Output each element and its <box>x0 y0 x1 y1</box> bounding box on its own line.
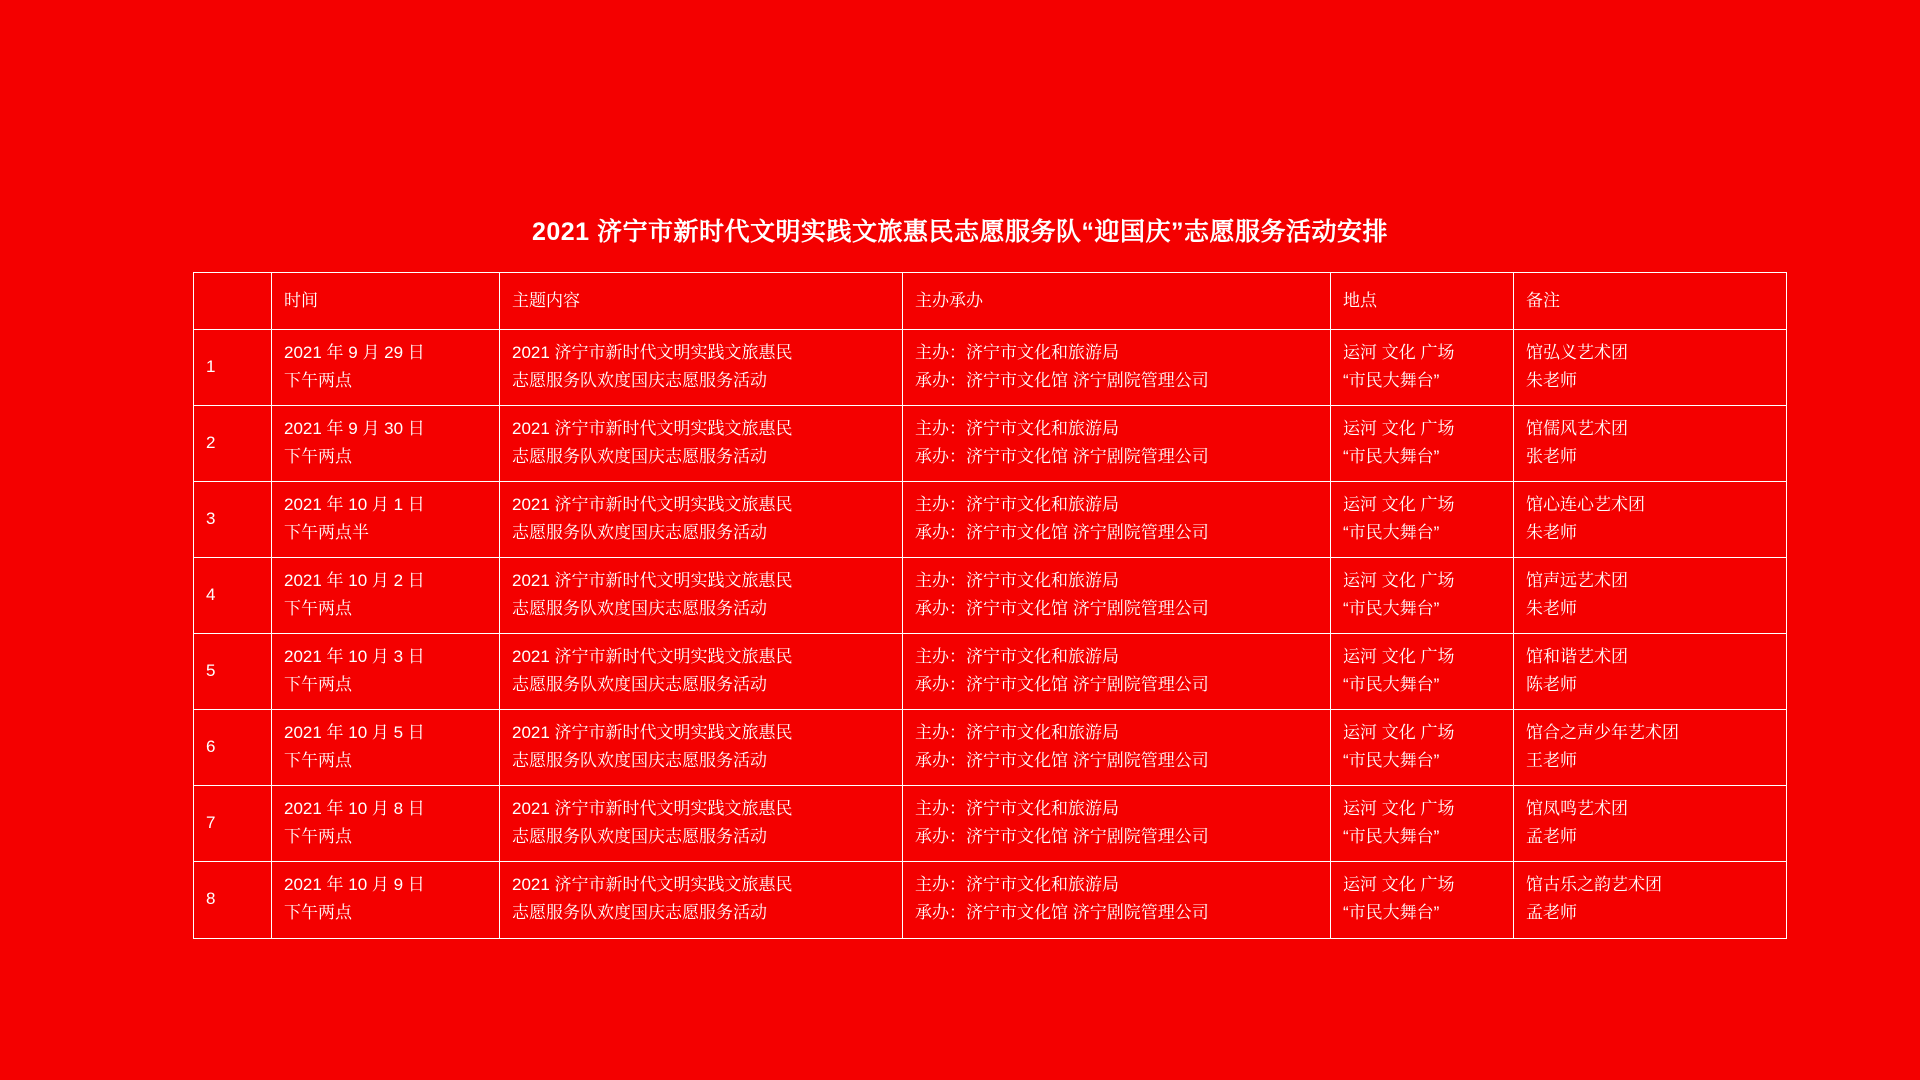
cell-time-line: 下午两点 <box>284 446 352 466</box>
header-place: 地点 <box>1331 273 1514 330</box>
cell-topic-line: 2021 济宁市新时代文明实践文旅惠民 <box>512 723 793 743</box>
cell-time <box>272 786 500 862</box>
cell-place-line: 运河 文化 广场 <box>1343 875 1455 895</box>
cell-place <box>1331 558 1514 634</box>
row-index: 2 <box>194 406 272 482</box>
cell-place <box>1331 786 1514 862</box>
cell-note <box>1514 482 1787 558</box>
cell-organizer <box>903 406 1331 482</box>
cell-topic-line: 志愿服务队欢度国庆志愿服务活动 <box>512 750 767 770</box>
cell-organizer-line: 主办：济宁市文化和旅游局 <box>915 799 1119 819</box>
cell-organizer-line: 主办：济宁市文化和旅游局 <box>915 495 1119 515</box>
schedule-table-container <box>193 272 1693 939</box>
cell-organizer-line: 承办：济宁市文化馆 济宁剧院管理公司 <box>915 902 1209 922</box>
cell-organizer-line: 承办：济宁市文化馆 济宁剧院管理公司 <box>915 826 1209 846</box>
cell-organizer-line: 主办：济宁市文化和旅游局 <box>915 419 1119 439</box>
cell-time <box>272 710 500 786</box>
cell-time-line: 2021 年 9 月 30 日 <box>284 419 425 439</box>
cell-place <box>1331 330 1514 406</box>
cell-organizer <box>903 862 1331 938</box>
cell-topic-line: 2021 济宁市新时代文明实践文旅惠民 <box>512 875 793 895</box>
table-row <box>194 786 1787 862</box>
row-index: 6 <box>194 710 272 786</box>
cell-time-line: 2021 年 10 月 8 日 <box>284 799 425 819</box>
cell-place-line: “市民大舞台” <box>1343 522 1440 542</box>
cell-note <box>1514 558 1787 634</box>
cell-time <box>272 862 500 938</box>
cell-time <box>272 406 500 482</box>
cell-topic-line: 2021 济宁市新时代文明实践文旅惠民 <box>512 419 793 439</box>
cell-note <box>1514 406 1787 482</box>
cell-time-line: 2021 年 9 月 29 日 <box>284 343 425 362</box>
cell-note-line: 馆古乐之韵艺术团 <box>1526 875 1662 895</box>
cell-topic-line: 志愿服务队欢度国庆志愿服务活动 <box>512 522 767 542</box>
cell-time <box>272 482 500 558</box>
cell-place-line: 运河 文化 广场 <box>1343 495 1455 515</box>
cell-time <box>272 330 500 406</box>
cell-organizer <box>903 482 1331 558</box>
cell-organizer <box>903 330 1331 406</box>
cell-organizer-line: 承办：济宁市文化馆 济宁剧院管理公司 <box>915 446 1209 466</box>
cell-place <box>1331 710 1514 786</box>
table-header-row <box>194 273 1787 330</box>
cell-note <box>1514 862 1787 938</box>
cell-time <box>272 634 500 710</box>
cell-place <box>1331 482 1514 558</box>
page-title: 2021 济宁市新时代文明实践文旅惠民志愿服务队“迎国庆”志愿服务活动安排 <box>531 218 1389 246</box>
cell-place-line: 运河 文化 广场 <box>1343 723 1455 743</box>
cell-time-line: 下午两点 <box>284 370 352 390</box>
cell-place-line: “市民大舞台” <box>1343 750 1440 770</box>
cell-time-line: 2021 年 10 月 2 日 <box>284 571 425 591</box>
cell-topic <box>500 330 903 406</box>
cell-organizer-line: 主办：济宁市文化和旅游局 <box>915 723 1119 743</box>
cell-organizer-line: 承办：济宁市文化馆 济宁剧院管理公司 <box>915 750 1209 770</box>
cell-organizer-line: 承办：济宁市文化馆 济宁剧院管理公司 <box>915 522 1209 542</box>
header-topic: 主题内容 <box>500 273 903 330</box>
cell-topic-line: 志愿服务队欢度国庆志愿服务活动 <box>512 826 767 846</box>
cell-place <box>1331 634 1514 710</box>
row-index: 4 <box>194 558 272 634</box>
cell-place-line: “市民大舞台” <box>1343 370 1440 390</box>
cell-note <box>1514 710 1787 786</box>
header-note: 备注 <box>1514 273 1787 330</box>
cell-place-line: 运河 文化 广场 <box>1343 419 1455 439</box>
cell-organizer-line: 主办：济宁市文化和旅游局 <box>915 343 1119 362</box>
cell-note <box>1514 786 1787 862</box>
cell-place <box>1331 406 1514 482</box>
cell-time-line: 2021 年 10 月 3 日 <box>284 647 425 667</box>
cell-time-line: 下午两点 <box>284 902 352 922</box>
cell-place-line: “市民大舞台” <box>1343 902 1440 922</box>
table-row <box>194 482 1787 558</box>
cell-topic-line: 志愿服务队欢度国庆志愿服务活动 <box>512 446 767 466</box>
cell-topic-line: 志愿服务队欢度国庆志愿服务活动 <box>512 902 767 922</box>
cell-note-line: 孟老师 <box>1526 902 1577 922</box>
cell-place-line: “市民大舞台” <box>1343 446 1440 466</box>
cell-topic <box>500 634 903 710</box>
row-index: 7 <box>194 786 272 862</box>
cell-note-line: 馆儒风艺术团 <box>1526 419 1628 439</box>
cell-note-line: 馆声远艺术团 <box>1526 571 1628 591</box>
cell-time-line: 下午两点 <box>284 674 352 694</box>
cell-note <box>1514 634 1787 710</box>
cell-note-line: 朱老师 <box>1526 370 1577 390</box>
cell-place-line: 运河 文化 广场 <box>1343 343 1455 362</box>
cell-topic <box>500 710 903 786</box>
table-row <box>194 862 1787 938</box>
cell-note-line: 孟老师 <box>1526 826 1577 846</box>
cell-note <box>1514 330 1787 406</box>
row-index: 8 <box>194 862 272 938</box>
cell-organizer-line: 承办：济宁市文化馆 济宁剧院管理公司 <box>915 370 1209 390</box>
cell-time-line: 下午两点 <box>284 598 352 618</box>
table-header <box>194 273 1787 330</box>
row-index: 5 <box>194 634 272 710</box>
cell-topic-line: 2021 济宁市新时代文明实践文旅惠民 <box>512 647 793 667</box>
cell-topic <box>500 786 903 862</box>
cell-topic-line: 志愿服务队欢度国庆志愿服务活动 <box>512 370 767 390</box>
table-body <box>194 330 1787 939</box>
cell-time-line: 下午两点半 <box>284 522 369 542</box>
table-row <box>194 558 1787 634</box>
cell-place-line: 运河 文化 广场 <box>1343 799 1455 819</box>
cell-organizer-line: 承办：济宁市文化馆 济宁剧院管理公司 <box>915 598 1209 618</box>
header-organizer: 主办承办 <box>903 273 1331 330</box>
cell-organizer <box>903 558 1331 634</box>
header-index <box>194 273 272 330</box>
cell-topic <box>500 406 903 482</box>
cell-time-line: 下午两点 <box>284 826 352 846</box>
cell-note-line: 馆心连心艺术团 <box>1526 495 1645 515</box>
cell-note-line: 馆合之声少年艺术团 <box>1526 723 1679 743</box>
cell-place-line: “市民大舞台” <box>1343 674 1440 694</box>
cell-note-line: 馆凤鸣艺术团 <box>1526 799 1628 819</box>
cell-topic <box>500 862 903 938</box>
cell-time-line: 2021 年 10 月 1 日 <box>284 495 425 515</box>
cell-place <box>1331 862 1514 938</box>
cell-note-line: 陈老师 <box>1526 674 1577 694</box>
cell-place-line: 运河 文化 广场 <box>1343 647 1455 667</box>
cell-topic-line: 2021 济宁市新时代文明实践文旅惠民 <box>512 495 793 515</box>
cell-organizer-line: 主办：济宁市文化和旅游局 <box>915 647 1119 667</box>
cell-place-line: “市民大舞台” <box>1343 598 1440 618</box>
cell-organizer <box>903 786 1331 862</box>
cell-topic-line: 2021 济宁市新时代文明实践文旅惠民 <box>512 343 793 362</box>
schedule-table <box>193 272 1787 939</box>
table-row <box>194 406 1787 482</box>
table-row <box>194 710 1787 786</box>
cell-organizer <box>903 710 1331 786</box>
table-row <box>194 330 1787 406</box>
row-index: 3 <box>194 482 272 558</box>
cell-time <box>272 558 500 634</box>
cell-organizer-line: 主办：济宁市文化和旅游局 <box>915 875 1119 895</box>
cell-organizer-line: 主办：济宁市文化和旅游局 <box>915 571 1119 591</box>
cell-note-line: 朱老师 <box>1526 522 1577 542</box>
table-row <box>194 634 1787 710</box>
cell-note-line: 张老师 <box>1526 446 1577 466</box>
cell-time-line: 2021 年 10 月 5 日 <box>284 723 425 743</box>
cell-topic-line: 2021 济宁市新时代文明实践文旅惠民 <box>512 799 793 819</box>
cell-topic <box>500 482 903 558</box>
cell-organizer <box>903 634 1331 710</box>
cell-time-line: 2021 年 10 月 9 日 <box>284 875 425 895</box>
cell-time-line: 下午两点 <box>284 750 352 770</box>
cell-topic <box>500 558 903 634</box>
cell-note-line: 王老师 <box>1526 750 1577 770</box>
row-index: 1 <box>194 330 272 406</box>
cell-note-line: 朱老师 <box>1526 598 1577 618</box>
cell-place-line: “市民大舞台” <box>1343 826 1440 846</box>
cell-topic-line: 2021 济宁市新时代文明实践文旅惠民 <box>512 571 793 591</box>
cell-topic-line: 志愿服务队欢度国庆志愿服务活动 <box>512 674 767 694</box>
cell-note-line: 馆弘义艺术团 <box>1526 343 1628 362</box>
cell-place-line: 运河 文化 广场 <box>1343 571 1455 591</box>
cell-organizer-line: 承办：济宁市文化馆 济宁剧院管理公司 <box>915 674 1209 694</box>
cell-topic-line: 志愿服务队欢度国庆志愿服务活动 <box>512 598 767 618</box>
cell-note-line: 馆和谐艺术团 <box>1526 647 1628 667</box>
header-time: 时间 <box>272 273 500 330</box>
